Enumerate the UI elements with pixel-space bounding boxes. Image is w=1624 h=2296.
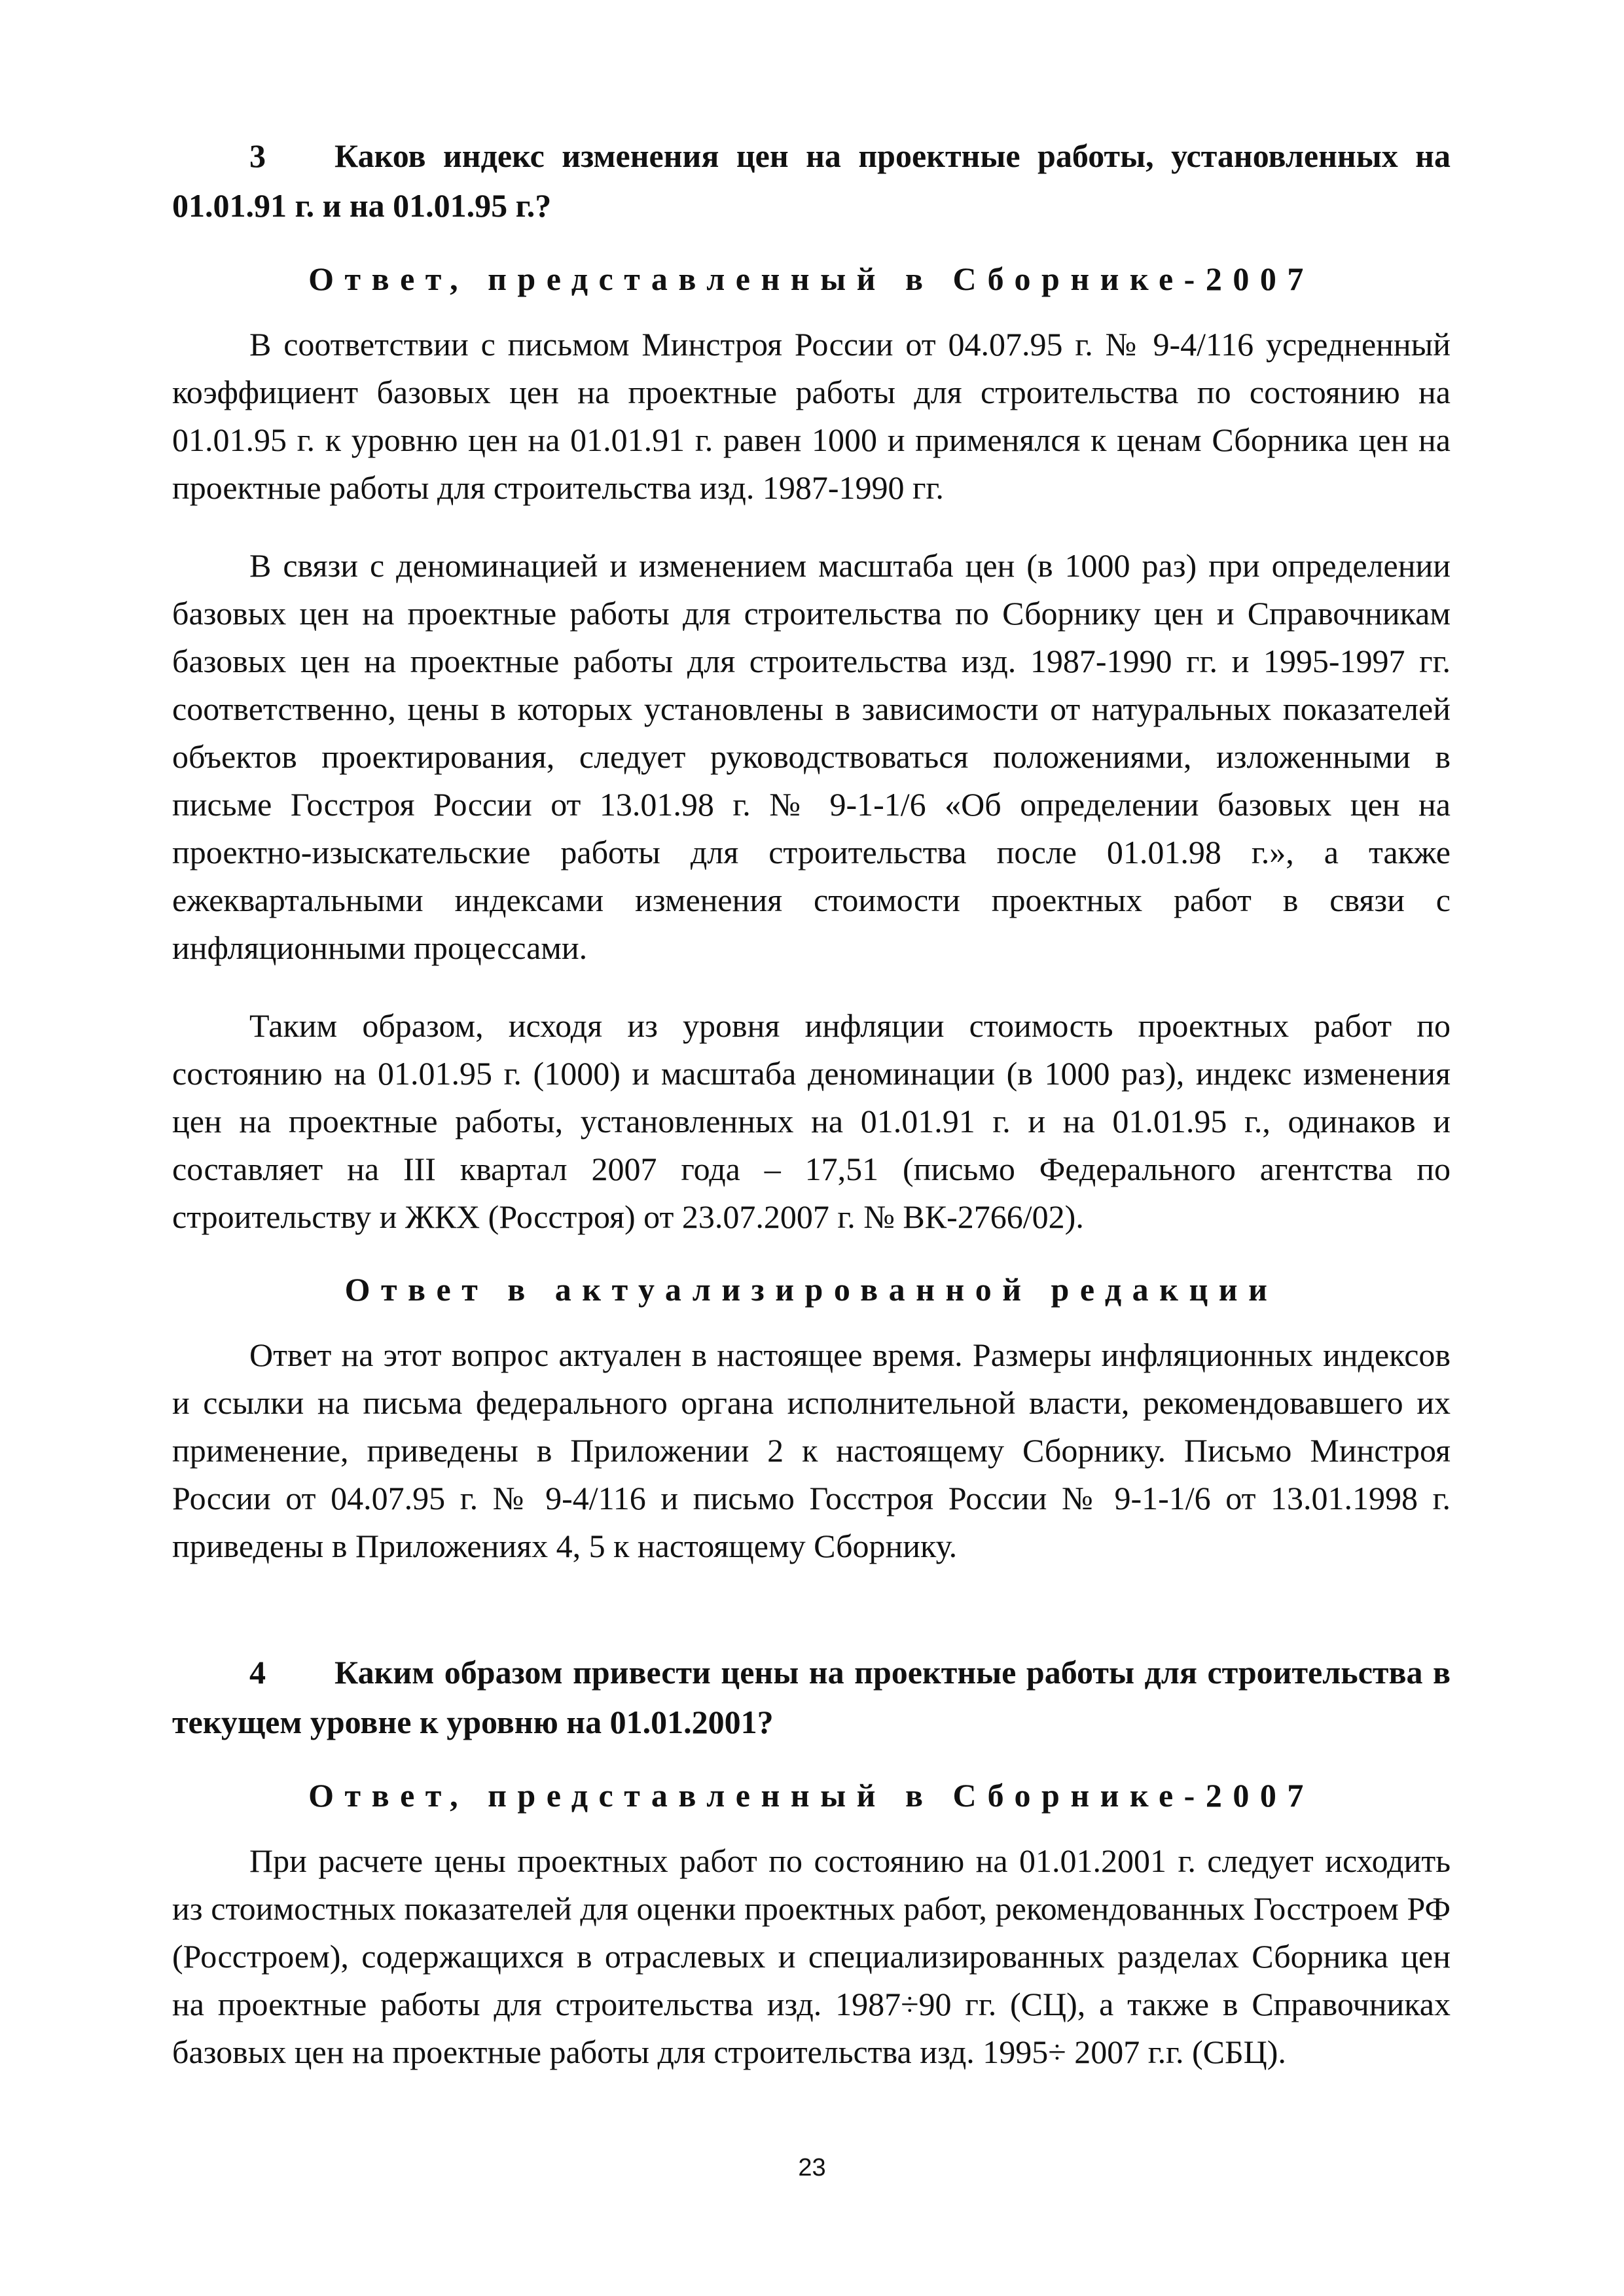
question-4-title bbox=[172, 1647, 1451, 1747]
question-4-number: 4 bbox=[249, 1654, 266, 1691]
page-number: 23 bbox=[798, 2154, 826, 2181]
answer-paragraph: При расчете цены проектных работ по состоянию на 01.01.2001 г. следует исходить из стоимостных показателей для оценки проектных работ, рекомендованных Госстроем РФ (Росстроем), содержащихся в отраслевых и специализированных разделах Сборника цен на проектные работы для строительства изд. 1987÷90 гг. (СЦ), а также в Справочниках базовых цен на проектные работы для строительства изд. 1995÷ 2007 г.г. (СБЦ). bbox=[172, 1842, 1451, 2070]
answer-updated-heading: Ответ в актуализированной редакции bbox=[344, 1271, 1278, 1308]
question-3-title bbox=[172, 131, 1451, 230]
question-3-number: 3 bbox=[249, 137, 266, 174]
answer-paragraph: В связи с деноминацией и изменением масштаба цен (в 1000 раз) при определении базовых цен на проектные работы для строительства по Сборнику цен и Справочникам базовых цен на проектные работы для строительства изд. 1987-1990 гг. и 1995-1997 гг. соответственно, цены в которых установлены в зависимости от натуральных показателей объектов проектирования, следует руководствоваться положениями, изложенными в письме Госстроя России от 13.01.98 г. № 9-1-1/6 «Об определении базовых цен на проектно-изыскательские работы для строительства после 01.01.98 г.», а также ежеквартальными индексами изменения стоимости проектных работ в связи с инфляционными процессами. bbox=[172, 547, 1451, 966]
question-4-text: Каким образом привести цены на проектные работы для строительства в текущем уровне к уровню на 01.01.2001? bbox=[172, 1654, 1451, 1740]
question-4-section bbox=[172, 1647, 1451, 2076]
answer-paragraph: Таким образом, исходя из уровня инфляции стоимость проектных работ по состоянию на 01.01.95 г. (1000) и масштаба деноминации (в 1000 раз), индекс изменения цен на проектные работы, установленных на 01.01.91 г. и на 01.01.95 г., одинаков и составляет на III квартал 2007 года – 17,51 (письмо Федерального агентства по строительству и ЖКХ (Росстроя) от 23.07.2007 г. № ВК-2766/02). bbox=[172, 1007, 1451, 1235]
document-page bbox=[172, 131, 1451, 2076]
question-3-text: Каков индекс изменения цен на проектные работы, установленных на 01.01.91 г. и на 01.01.95 г.? bbox=[172, 137, 1451, 224]
answer-paragraph: В соответствии с письмом Минстроя России от 04.07.95 г. № 9-4/116 усредненный коэффициент базовых цен на проектные работы для строительства по состоянию на 01.01.95 г. к уровню цен на 01.01.91 г. равен 1000 и применялся к ценам Сборника цен на проектные работы для строительства изд. 1987-1990 гг. bbox=[172, 326, 1451, 506]
answer-2007-heading: Ответ, представленный в Сборнике-2007 bbox=[308, 1777, 1314, 1814]
answer-paragraph: Ответ на этот вопрос актуален в настоящее время. Размеры инфляционных индексов и ссылки на письма федерального органа исполнительной власти, рекомендовавшего их применение, приведены в Приложении 2 к настоящему Сборнику. Письмо Минстроя России от 04.07.95 г. № 9-4/116 и письмо Госстроя России № 9-1-1/6 от 13.01.1998 г. приведены в Приложениях 4, 5 к настоящему Сборнику. bbox=[172, 1336, 1451, 1564]
question-3-section bbox=[172, 131, 1451, 1570]
answer-2007-heading: Ответ, представленный в Сборнике-2007 bbox=[308, 260, 1314, 297]
